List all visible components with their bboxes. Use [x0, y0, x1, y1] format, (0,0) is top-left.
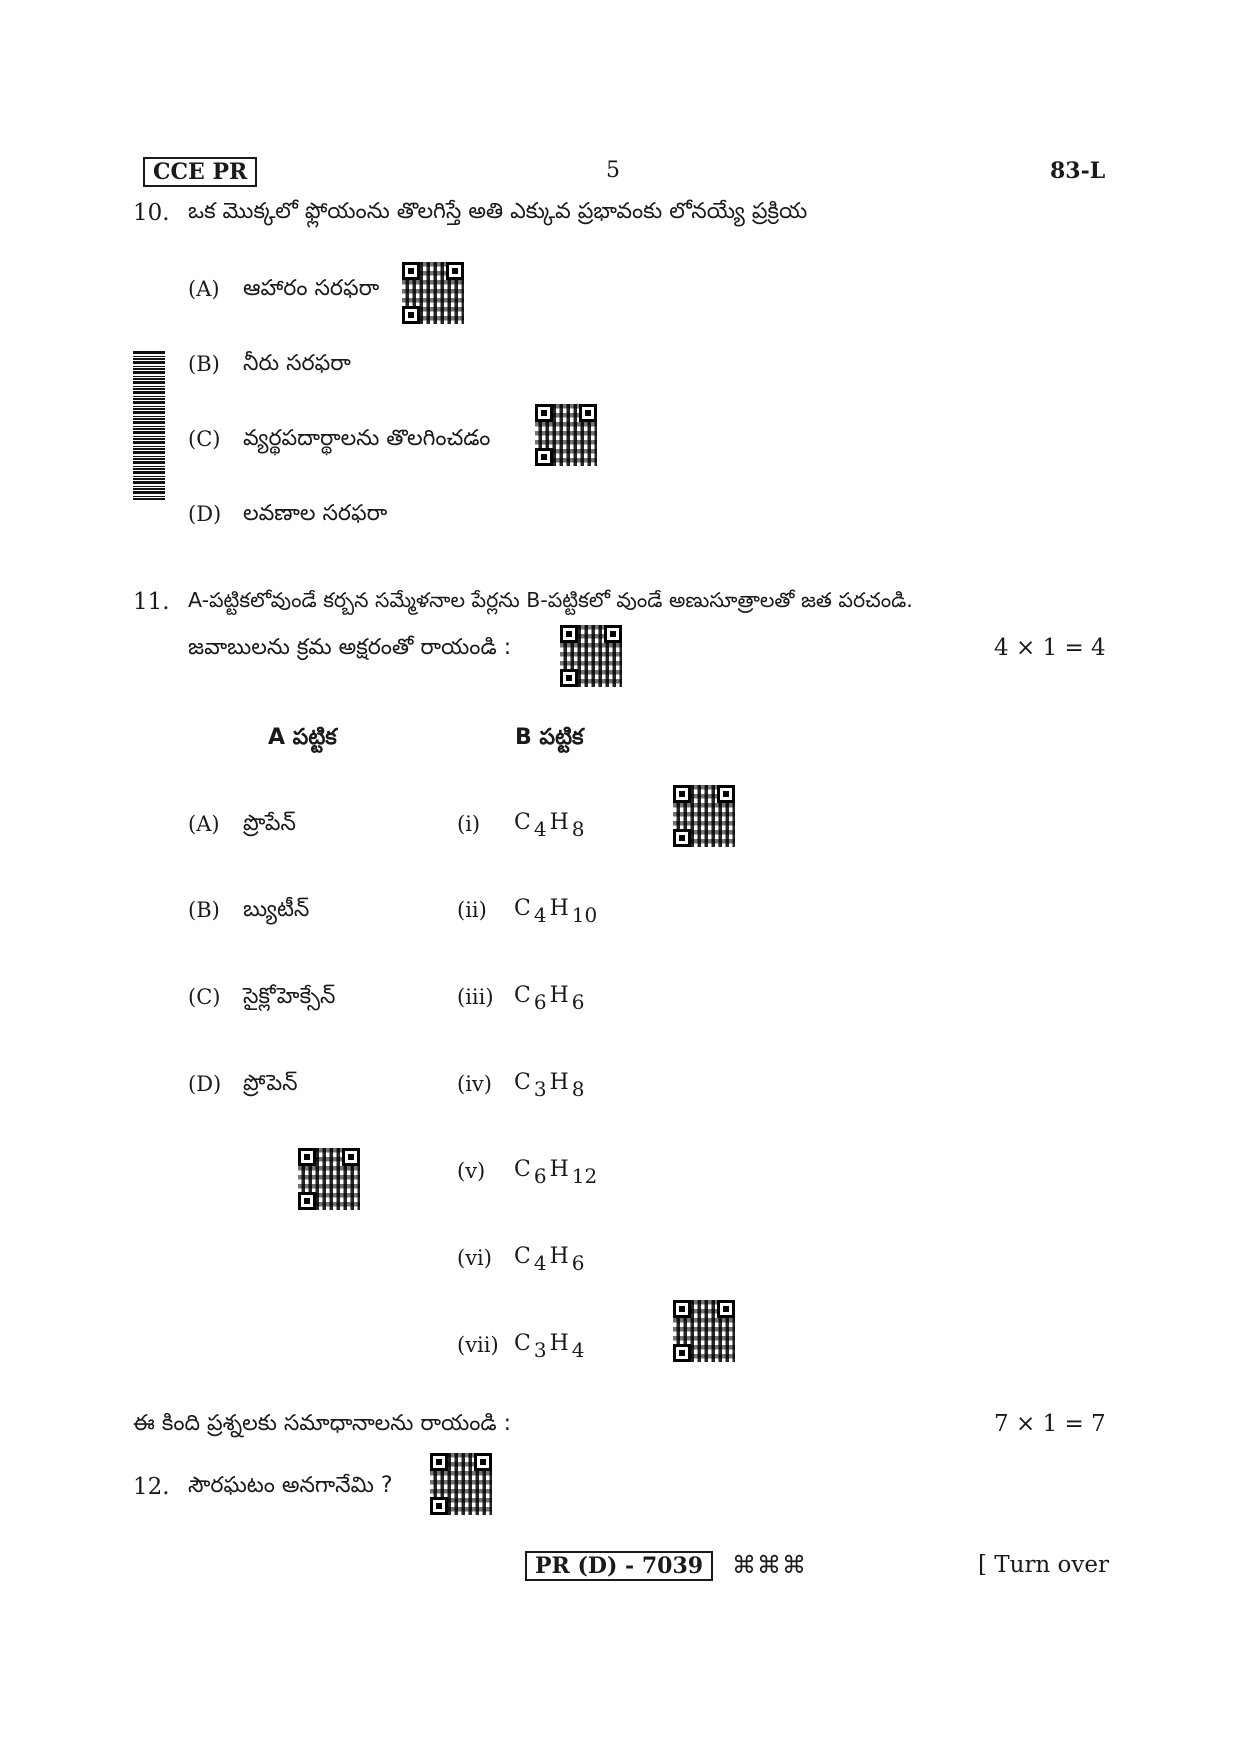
col-b-item-4-label: (iv) — [457, 1072, 492, 1096]
col-b-item-7-label: (vii) — [457, 1333, 499, 1357]
turn-over-text: [ Turn over — [978, 1552, 1110, 1578]
col-b-item-1-label: (i) — [457, 812, 481, 836]
q10-option-d-text: లవణాల సరఫరా — [243, 501, 388, 526]
q12-question: సౌరఘటం అనగానేమి ? — [188, 1473, 393, 1498]
q11-marks: 4 × 1 = 4 — [994, 635, 1106, 661]
q11-line1: A-పట్టికలోవుండే కర్బన సమ్మేళనాల పేర్లను B-పట్టికలో వుండే అణుసూత్రాలతో జత పరచండి. — [188, 588, 913, 612]
page-number: 5 — [606, 158, 620, 183]
col-b-item-5-formula: C $_6$ H $_{12}$ — [514, 1157, 598, 1188]
col-a-item-b-label: (B) — [188, 898, 220, 922]
qr-code-icon — [402, 262, 464, 324]
column-b-title: B పట్టిక — [515, 725, 584, 750]
paper-code-box: CCE PR — [143, 157, 257, 187]
col-b-item-6-label: (vi) — [457, 1246, 492, 1270]
column-a-title: A పట్టిక — [268, 725, 337, 750]
q10-option-c-label: (C) — [188, 427, 221, 451]
col-a-item-c-label: (C) — [188, 985, 221, 1009]
qr-code-icon — [298, 1148, 360, 1210]
col-a-item-d-text: ప్రోపెన్ — [243, 1071, 298, 1096]
col-a-item-b-text: బ్యుటీన్ — [243, 897, 310, 922]
q10-option-c-text: వ్యర్థపదార్థాలను తొలగించడం — [243, 426, 491, 451]
qr-code-icon — [673, 1300, 735, 1362]
q10-option-d-label: (D) — [188, 502, 222, 526]
q10-option-a-label: (A) — [188, 277, 220, 301]
col-a-item-c-text: సైక్లోహెక్సేన్ — [243, 984, 336, 1009]
col-a-item-d-label: (D) — [188, 1072, 222, 1096]
col-b-item-2-formula: C $_4$ H $_{10}$ — [514, 896, 598, 927]
q10-option-b-label: (B) — [188, 352, 220, 376]
barcode-icon — [133, 350, 165, 500]
footer-ornament-icon: ⌘⌘⌘ — [732, 1551, 807, 1579]
col-b-item-6-formula: C $_4$ H $_6$ — [514, 1244, 585, 1275]
col-b-item-3-label: (iii) — [457, 985, 494, 1009]
q10-option-a-text: ఆహారం సరఫరా — [243, 276, 380, 301]
q10-option-b-text: నీరు సరఫరా — [243, 351, 351, 376]
section-instruction: ఈ కింది ప్రశ్నలకు సమాధానాలను రాయండి : — [133, 1411, 512, 1436]
col-b-item-5-label: (v) — [457, 1159, 486, 1183]
q11-line2: జవాబులను క్రమ అక్షరంతో రాయండి : — [188, 635, 512, 660]
footer-code-box: PR (D) - 7039 — [525, 1551, 713, 1581]
col-b-item-7-formula: C $_3$ H $_4$ — [514, 1331, 585, 1362]
col-a-item-a-text: ప్రొపేన్ — [243, 811, 296, 836]
subject-code: 83-L — [1050, 158, 1106, 184]
col-b-item-1-formula: C $_4$ H $_8$ — [514, 810, 585, 841]
q11-number: 11. — [133, 589, 170, 615]
qr-code-icon — [535, 404, 597, 466]
qr-code-icon — [430, 1453, 492, 1515]
q10-question: ఒక మొక్కలో ఫ్లోయంను తొలగిస్తే అతి ఎక్కువ ప్రభావంకు లోనయ్యే ప్రక్రియ — [188, 199, 808, 224]
q12-number: 12. — [133, 1474, 170, 1500]
section-marks: 7 × 1 = 7 — [994, 1411, 1106, 1437]
col-b-item-2-label: (ii) — [457, 898, 487, 922]
col-a-item-a-label: (A) — [188, 812, 220, 836]
qr-code-icon — [673, 785, 735, 847]
q10-number: 10. — [133, 200, 170, 226]
col-b-item-3-formula: C $_6$ H $_6$ — [514, 983, 585, 1014]
col-b-item-4-formula: C $_3$ H $_8$ — [514, 1070, 585, 1101]
qr-code-icon — [560, 625, 622, 687]
